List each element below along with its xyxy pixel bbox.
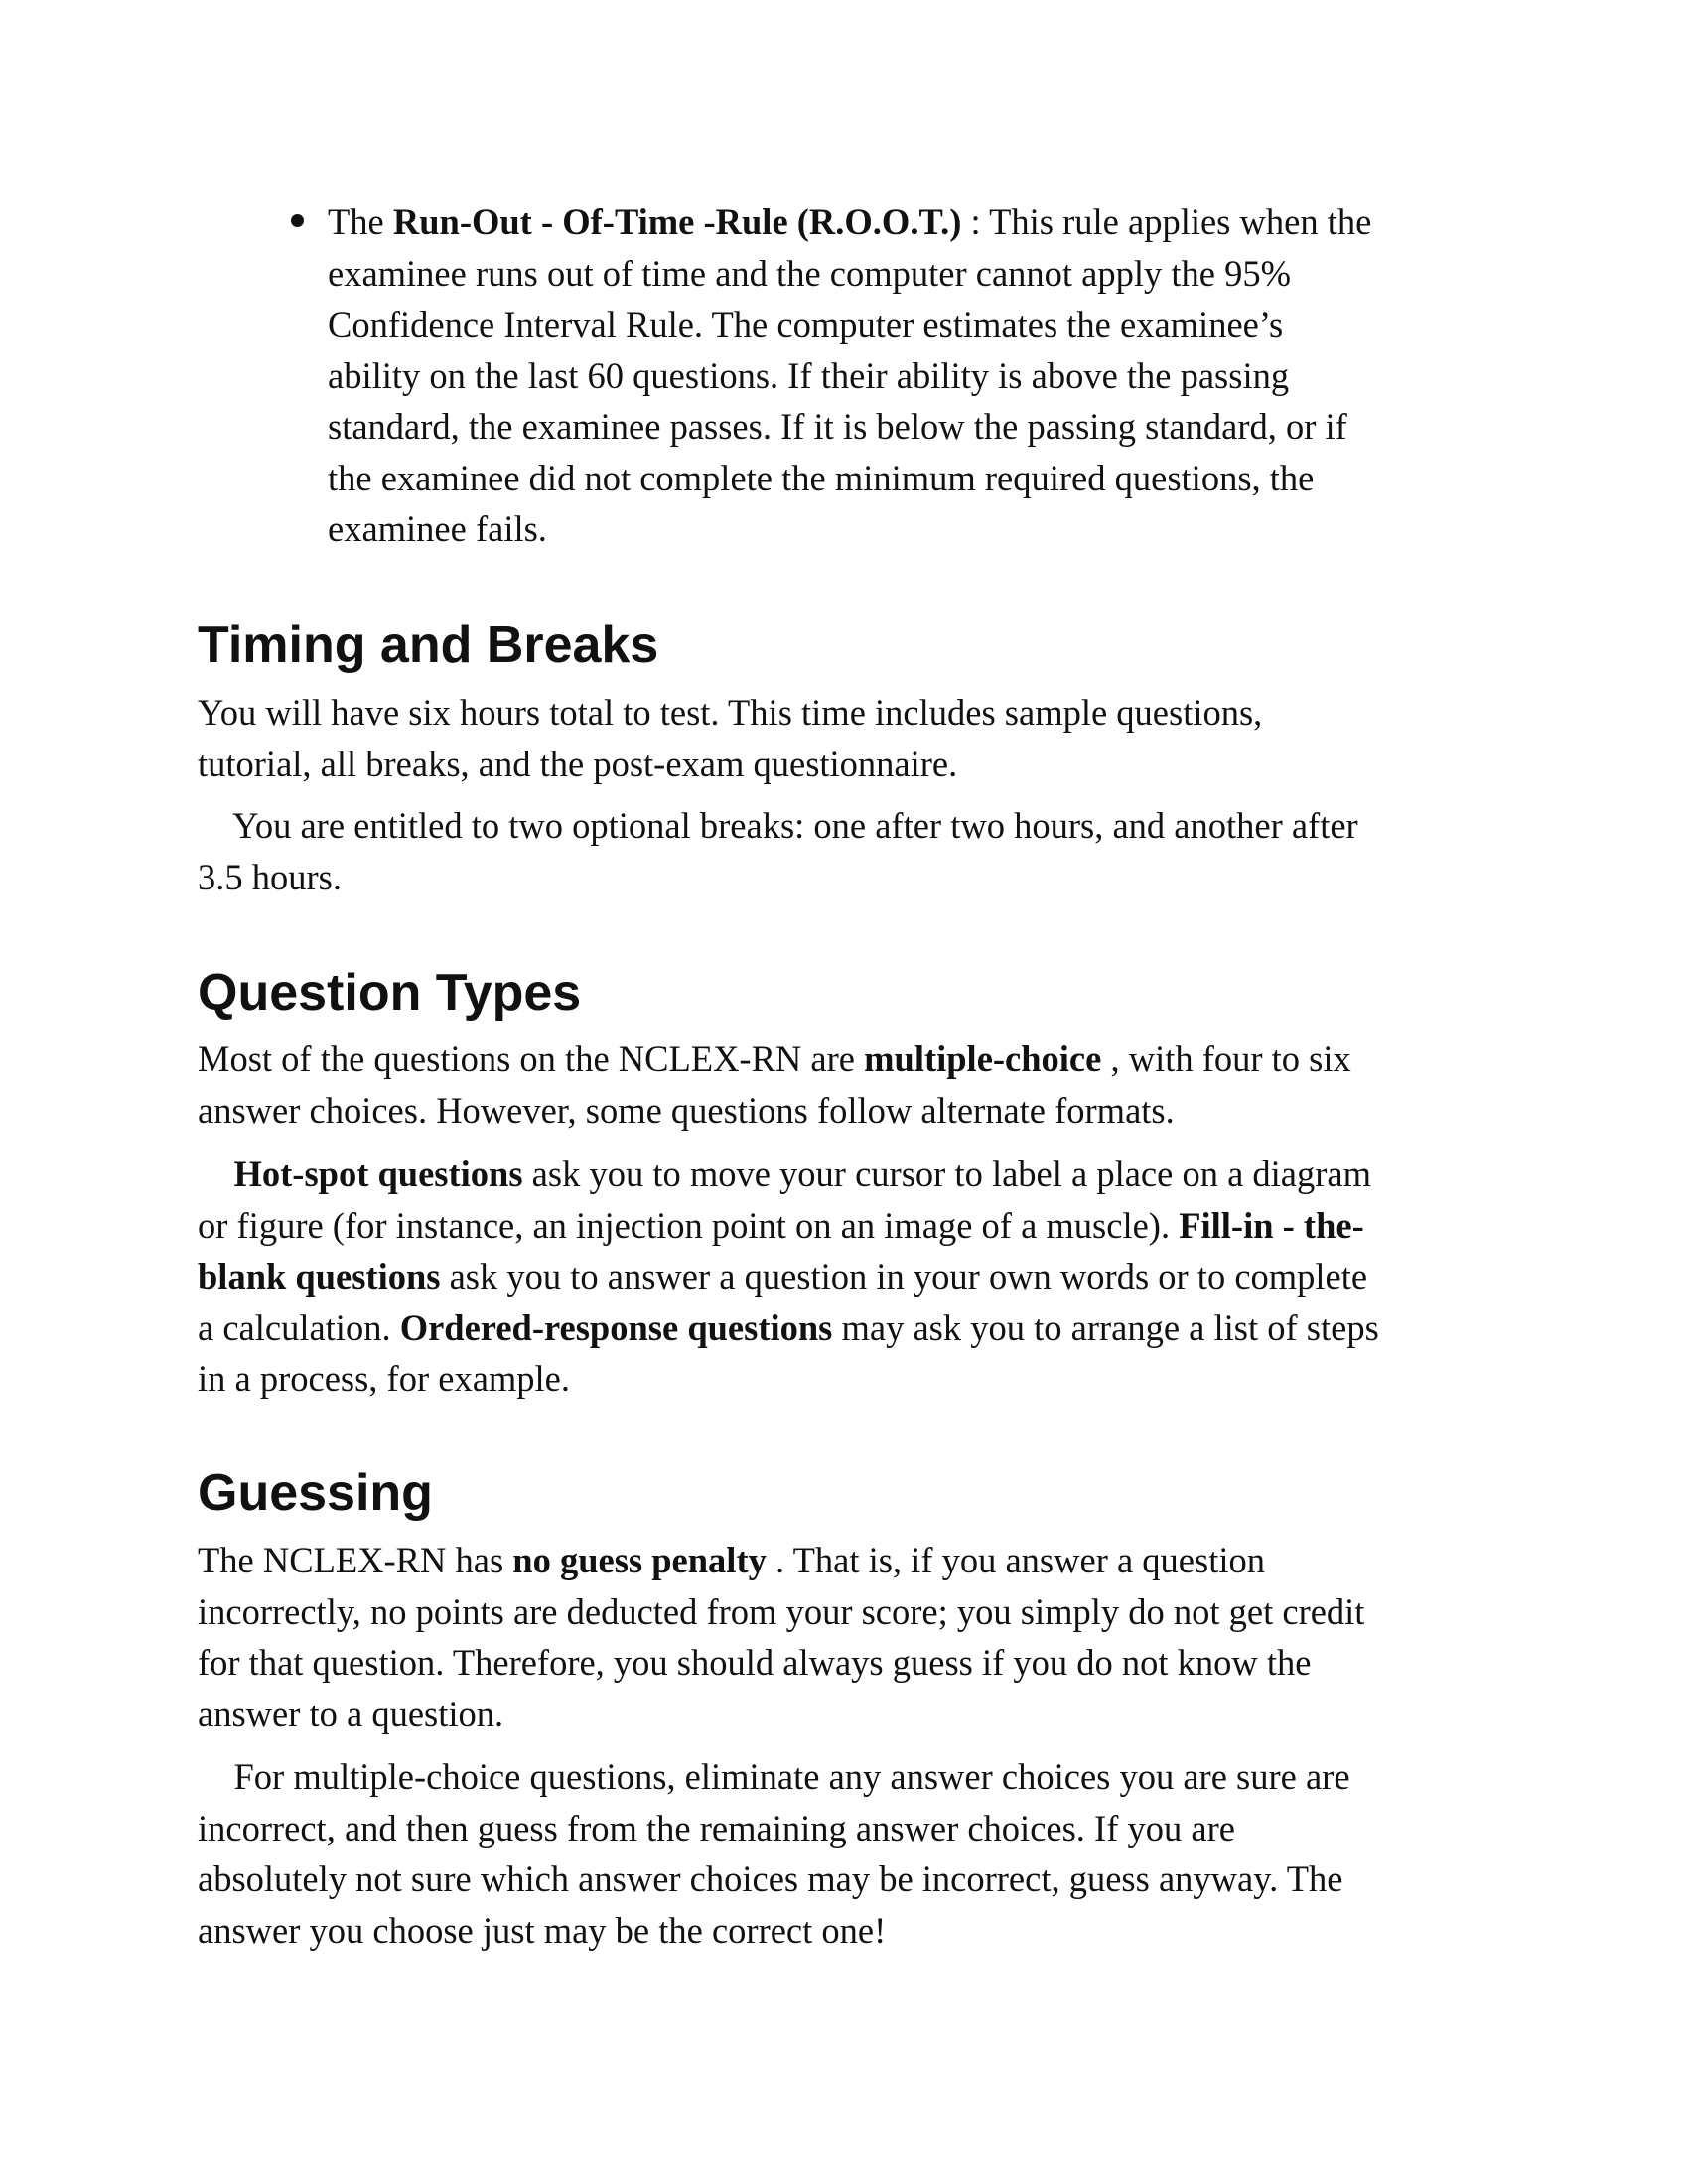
- text-run: incorrectly, no points are deducted from your score; you simply do not get credit: [198, 1590, 1365, 1632]
- bold-term: no guess penalty: [512, 1540, 767, 1580]
- text-run: The: [328, 202, 393, 242]
- text-line: [198, 852, 1358, 903]
- text-run: Most of the questions on the NCLEX-RN are: [198, 1038, 865, 1079]
- text-run: The NCLEX-RN has: [198, 1540, 513, 1580]
- text-line: [328, 197, 1371, 248]
- text-run: standard, the examinee passes. If it is below the passing standard, or if: [328, 406, 1347, 447]
- text-line: [328, 503, 1371, 555]
- heading-question-types: Question Types: [198, 964, 582, 1022]
- bold-term: Run-Out - Of-Time -Rule (R.O.O.T.): [392, 202, 962, 242]
- text-run: the examinee did not complete the minimum required questions, the: [328, 457, 1315, 498]
- text-line: [328, 453, 1371, 504]
- text-line: [198, 687, 1262, 739]
- bold-term: Fill-in - the-: [1179, 1204, 1364, 1246]
- text-run: or figure (for instance, an injection point on an image of a muscle).: [198, 1204, 1180, 1246]
- text-run: tutorial, all breaks, and the post-exam questionnaire.: [198, 743, 958, 784]
- text-line: [198, 1302, 1379, 1354]
- guessing-paragraph-2: [198, 1751, 1350, 1956]
- text-line: [198, 1535, 1364, 1586]
- text-run: a calculation.: [198, 1306, 400, 1348]
- text-run: Confidence Interval Rule. The computer estimates the examinee’s: [328, 304, 1284, 344]
- text-run: may ask you to arrange a list of steps: [832, 1306, 1379, 1348]
- guessing-paragraph-1: [198, 1535, 1364, 1739]
- text-run: You are entitled to two optional breaks: one after two hours, and another after: [198, 805, 1358, 846]
- text-line: [198, 1149, 1379, 1200]
- root-rule-bullet: [328, 197, 1371, 555]
- text-line: [328, 401, 1371, 453]
- text-line: [198, 800, 1358, 852]
- text-run: ask you to answer a question in your own words or to complete: [440, 1256, 1368, 1297]
- text-line: [198, 1905, 1350, 1957]
- text-run: examinee fails.: [328, 508, 547, 549]
- text-line: [198, 1085, 1351, 1137]
- bullet-icon: [291, 214, 304, 227]
- bold-term: blank questions: [198, 1256, 441, 1297]
- text-line: [198, 1586, 1364, 1638]
- text-run: for that question. Therefore, you should always guess if you do not know the: [198, 1642, 1312, 1683]
- bold-term: Hot-spot questions: [233, 1154, 523, 1194]
- text-run: answer you choose just may be the correct one!: [198, 1909, 887, 1951]
- text-run: For multiple-choice questions, eliminate any answer choices you are sure are: [198, 1756, 1350, 1797]
- heading-timing-and-breaks: Timing and Breaks: [198, 616, 659, 674]
- text-line: [328, 299, 1371, 350]
- text-line: [198, 1689, 1364, 1740]
- bold-term: multiple-choice: [864, 1038, 1102, 1079]
- text-run: : This rule applies when the: [961, 202, 1372, 242]
- text-run: answer choices. However, some questions follow alternate formats.: [198, 1089, 1175, 1131]
- text-run: . That is, if you answer a question: [766, 1540, 1265, 1580]
- text-line: [198, 1751, 1350, 1803]
- text-run: examinee runs out of time and the computer cannot apply the 95%: [328, 252, 1291, 294]
- text-line: [198, 1200, 1379, 1252]
- text-run: incorrect, and then guess from the remaining answer choices. If you are: [198, 1807, 1235, 1848]
- text-run: answer to a question.: [198, 1693, 504, 1734]
- text-line: [328, 350, 1371, 402]
- text-run: [198, 1154, 234, 1194]
- question-types-paragraph-2: [198, 1149, 1379, 1405]
- timing-paragraph-1: [198, 687, 1262, 789]
- text-line: [198, 1637, 1364, 1689]
- heading-guessing: Guessing: [198, 1464, 433, 1522]
- bold-term: Ordered-response questions: [399, 1306, 833, 1348]
- text-line: [198, 739, 1262, 790]
- question-types-paragraph-1: [198, 1033, 1351, 1136]
- text-run: , with four to six: [1101, 1038, 1351, 1079]
- text-run: absolutely not sure which answer choices may be incorrect, guess anyway. The: [198, 1858, 1343, 1899]
- text-run: ability on the last 60 questions. If their ability is above the passing: [328, 354, 1290, 396]
- text-line: [328, 248, 1371, 300]
- text-run: You will have six hours total to test. This time includes sample questions,: [198, 692, 1263, 733]
- text-line: [198, 1033, 1351, 1085]
- text-line: [198, 1853, 1350, 1905]
- text-run: in a process, for example.: [198, 1358, 570, 1399]
- text-run: 3.5 hours.: [198, 856, 342, 897]
- text-line: [198, 1803, 1350, 1854]
- text-line: [198, 1353, 1379, 1405]
- text-line: [198, 1251, 1379, 1302]
- timing-paragraph-2: [198, 800, 1358, 902]
- text-run: ask you to move your cursor to label a place on a diagram: [522, 1154, 1371, 1194]
